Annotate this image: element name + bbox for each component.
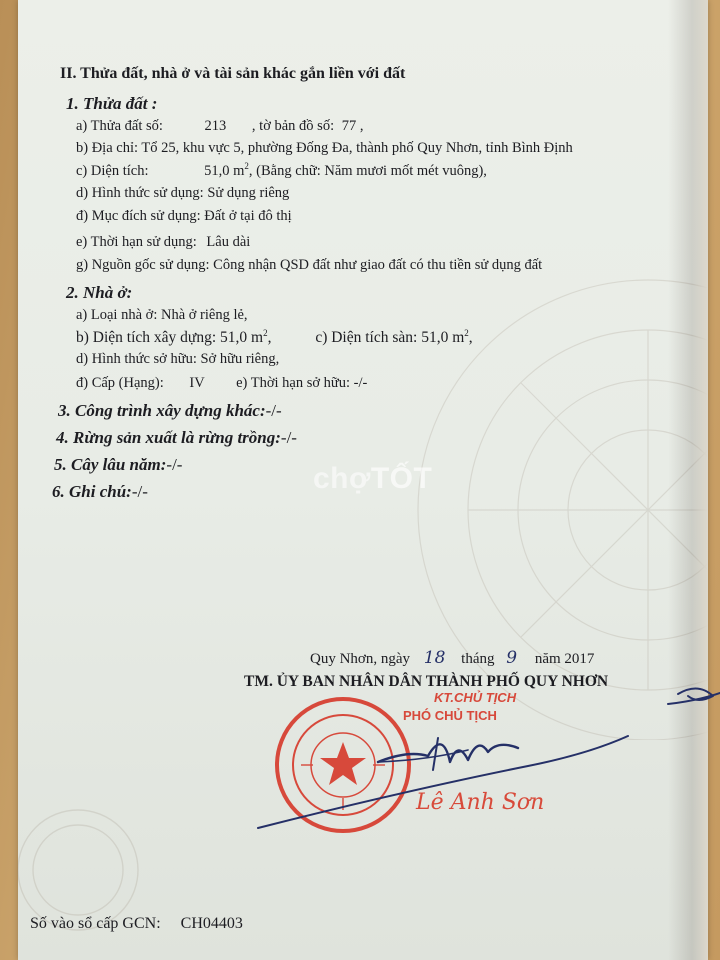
area-label: c) Diện tích:	[76, 162, 149, 179]
purpose-row	[76, 208, 292, 225]
area-row	[76, 161, 487, 180]
parcel-label: a) Thửa đất số:	[76, 118, 163, 134]
term-row	[76, 234, 250, 251]
pho-chu-tich: PHÓ CHỦ TỊCH	[403, 708, 497, 723]
own-term-value: -/-	[353, 375, 368, 391]
section-title: II. Thửa đất, nhà ở và tài sản khác gắn liền với đất	[60, 65, 406, 82]
use-form-row	[76, 185, 289, 202]
area-value: 51,0 $m^2$	[204, 161, 249, 179]
term-value: Lâu dài	[206, 234, 251, 250]
origin-label: g) Nguồn gốc sử dụng:	[76, 257, 210, 273]
date-month: 9	[506, 648, 518, 668]
land-heading: 1. Thửa đất :	[66, 94, 158, 113]
address-label: b) Địa chỉ:	[76, 140, 139, 156]
build-area-label: b) Diện tích xây dựng:	[76, 329, 217, 347]
map-sheet-label: , tờ bản đồ số:	[251, 118, 335, 134]
floor-area-label: c) Diện tích sàn:	[315, 329, 418, 347]
use-form-label: d) Hình thức sử dụng:	[76, 185, 204, 201]
origin-value: Công nhận QSD đất như giao đất có thu tiền sử dụng đất	[213, 257, 543, 273]
build-area-value: 51,0 $m^2$,	[220, 328, 272, 347]
address-row	[76, 140, 573, 157]
address-value: Tổ 25, khu vực 5, phường Đống Đa, thành phố Quy Nhơn, tỉnh Bình Định	[141, 140, 573, 156]
date-year: 2017	[564, 651, 595, 667]
parcel-number: 213	[204, 118, 227, 134]
chotot-watermark: chợTỐT	[313, 462, 433, 495]
area-words: , (Bằng chữ: Năm mươi mốt mét vuông),	[248, 162, 487, 179]
floor-area-value: 51,0 $m^2$,	[421, 328, 473, 347]
parcel-row: a) Thửa đất số: 213 , tờ bản đồ số: 77 ,	[76, 118, 364, 134]
term-label: e) Thời hạn sử dụng:	[76, 234, 197, 250]
purpose-label: đ) Mục đích sử dụng:	[76, 208, 201, 224]
use-form-value: Sử dụng riêng	[207, 185, 290, 201]
map-sheet-number: 77	[341, 118, 357, 134]
authority-title: TM. ỦY BAN NHÂN DÂN THÀNH PHỐ QUY NHƠN	[244, 673, 609, 690]
date-row	[310, 648, 594, 668]
date-month-label: tháng	[461, 651, 495, 667]
grade-value: IV	[189, 375, 205, 391]
kt-chu-tich: KT.CHỦ TỊCH	[434, 690, 517, 705]
notes-row: 6. Ghi chú:-/-	[52, 482, 148, 501]
certificate-number-row	[30, 915, 243, 933]
own-term-label: e) Thời hạn sở hữu:	[236, 375, 351, 391]
ownership-row	[76, 351, 279, 368]
certificate-number: CH04403	[180, 915, 243, 932]
other-construction-row: 3. Công trình xây dựng khác:-/-	[58, 401, 282, 420]
date-place: Quy Nhơn, ngày	[310, 651, 411, 667]
origin-row	[76, 257, 542, 274]
ownership-value: Sở hữu riêng,	[200, 351, 280, 367]
purpose-value: Đất ở tại đô thị	[204, 208, 292, 224]
date-day: 18	[423, 648, 446, 668]
perennial-trees-row: 5. Cây lâu năm:-/-	[54, 455, 183, 474]
ownership-label: d) Hình thức sở hữu:	[76, 351, 197, 367]
date-year-label: năm	[534, 651, 561, 667]
grade-row	[76, 375, 367, 392]
planted-forest-row: 4. Rừng sản xuất là rừng trồng:-/-	[56, 428, 297, 447]
house-heading: 2. Nhà ở:	[66, 283, 133, 302]
house-type-label: a) Loại nhà ở:	[76, 307, 158, 323]
house-type-value: Nhà ở riêng lẻ,	[160, 307, 248, 323]
certificate-label: Số vào sổ cấp GCN:	[30, 915, 161, 932]
house-type-row	[76, 307, 248, 324]
certificate-page	[18, 0, 708, 960]
house-area-row	[76, 328, 473, 347]
signer-name: Lê Anh Sơn	[416, 790, 545, 815]
grade-label: đ) Cấp (Hạng):	[76, 375, 164, 391]
